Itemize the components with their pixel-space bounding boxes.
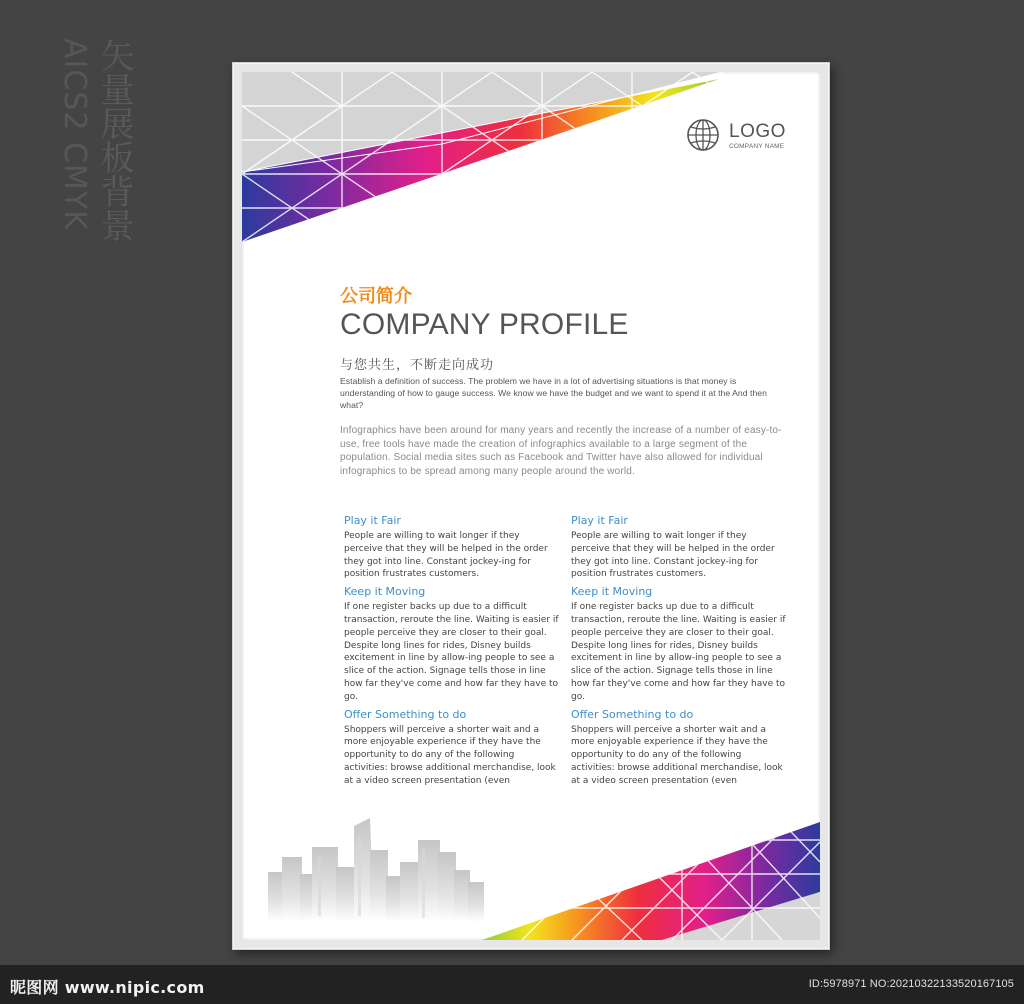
section-heading: Offer Something to do xyxy=(344,707,467,721)
poster-panel xyxy=(242,72,820,940)
section-heading: Keep it Moving xyxy=(571,585,653,599)
site-watermark[interactable]: 昵图网 www.nipic.com xyxy=(10,978,205,997)
globe-icon xyxy=(686,118,720,152)
company-logo xyxy=(686,118,806,158)
left-column xyxy=(344,514,559,792)
section xyxy=(344,708,559,788)
section-heading: Keep it Moving xyxy=(344,585,426,599)
intro-text: Establish a definition of success. The problem we have in a lot of advertising situations is that money is understanding of how to gauge success. We know we have the budget and we want to spend it at the And then what? xyxy=(340,376,767,410)
title-chinese: 公司简介 xyxy=(340,286,412,307)
section-body: People are willing to wait longer if they perceive that they will be helped in the order they got into line. Constant jockey-ing for position frustrates customers. xyxy=(571,531,775,580)
section xyxy=(344,514,559,581)
watermark-english: AICS2 CMYK xyxy=(57,38,92,231)
footer-bar xyxy=(0,965,1024,1004)
logo-text: LOGO xyxy=(729,121,786,142)
right-column xyxy=(571,514,786,792)
section-body: If one register backs up due to a difficult transaction, reroute the line. Waiting is easier if people perceive they are closer to their goal. Despite long lines for rides, Disney builds excitement in line by allow-ing people to see a slice of the action. Signage tells those in line how far they've come and how far they have to go. xyxy=(571,602,786,702)
logo-company-name: COMPANY NAME xyxy=(729,143,785,150)
section-heading: Offer Something to do xyxy=(571,707,694,721)
section xyxy=(571,708,786,788)
section xyxy=(344,585,559,703)
section-body: People are willing to wait longer if they perceive that they will be helped in the order they got into line. Constant jockey-ing for position frustrates customers. xyxy=(344,531,548,580)
paragraph-text: Infographics have been around for many years and recently the increase of a number of easy-to-use, free tools have made the creation of infographics available to a large segment of the population. Social media sites such as Facebook and Twitter have also allowed for individual infographics to be spread among many people around the world. xyxy=(340,425,782,477)
section xyxy=(571,514,786,581)
section-body: If one register backs up due to a difficult transaction, reroute the line. Waiting is easier if people perceive they are closer to their goal. Despite long lines for rides, Disney builds excitement in line by allow-ing people to see a slice of the action. Signage tells those in line how far they've come and how far they have to go. xyxy=(344,602,559,702)
image-id-label: ID:5978971 NO:20210322133520167105 xyxy=(808,978,1014,990)
city-skyline-graphic xyxy=(262,812,492,922)
top-triangle-band xyxy=(242,72,820,272)
watermark-chinese: 矢量展板背景 xyxy=(94,38,134,242)
title-english: COMPANY PROFILE xyxy=(340,308,629,341)
section-heading: Play it Fair xyxy=(571,514,628,527)
poster-frame xyxy=(232,62,830,950)
section xyxy=(571,585,786,703)
slogan: 与您共生，不断走向成功 xyxy=(340,358,495,373)
side-watermark xyxy=(52,38,132,278)
section-heading: Play it Fair xyxy=(344,514,401,527)
section-body: Shoppers will perceive a shorter wait and a more enjoyable experience if they have the opportunity to do any of the following activities: browse additional merchandise, look at a video screen presentation (even xyxy=(571,724,783,786)
section-body: Shoppers will perceive a shorter wait and a more enjoyable experience if they have the opportunity to do any of the following activities: browse additional merchandise, look at a video screen presentation (even xyxy=(344,724,556,786)
